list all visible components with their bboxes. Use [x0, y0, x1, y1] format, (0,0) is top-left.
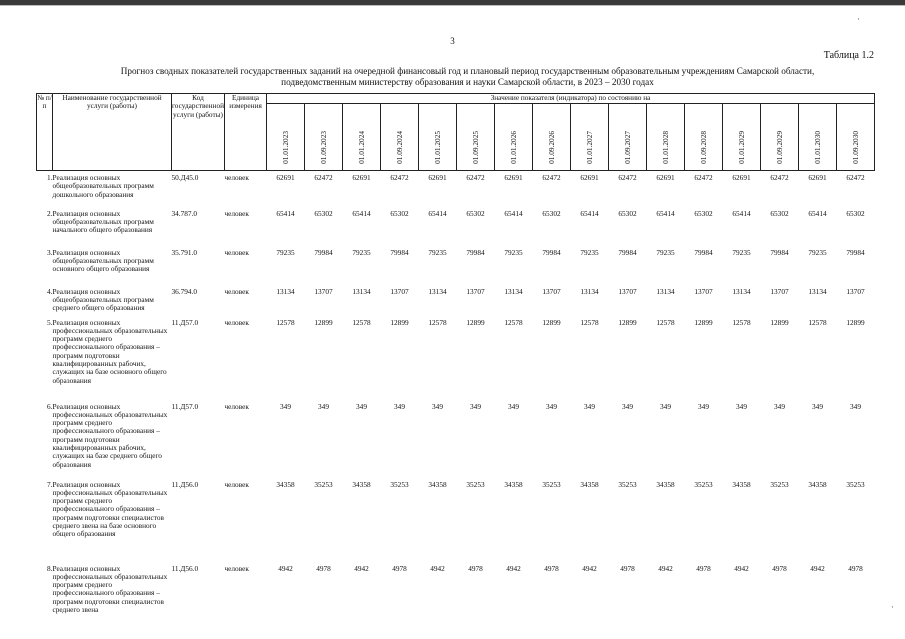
indicator-value: 65414: [580, 208, 599, 218]
indicator-value: 12578: [276, 317, 295, 327]
indicator-value: 34358: [428, 479, 447, 489]
service-name: Реализация основных профессиональных образовательных программ среднего профессионального образования – программ подготовки специалистов среднего звена: [52, 563, 168, 614]
unit-of-measure: человек: [224, 208, 249, 218]
indicator-value: 34358: [276, 479, 295, 489]
indicator-value: 62691: [352, 173, 371, 182]
unit-of-measure: человек: [224, 479, 249, 489]
header-date: [723, 104, 761, 171]
service-name: Реализация основных профессиональных образовательных программ среднего профессионального образования – программ подготовки квалифицированных рабочих, служащих на базе основного общего образования: [52, 317, 168, 385]
service-code: 11.Д57.0: [171, 317, 199, 327]
service-name: Реализация основных профессиональных образовательных программ среднего профессионального образования – программ подготовки квалифицированных рабочих, служащих на базе среднего общего образования: [52, 401, 168, 469]
row-number: 2.: [47, 208, 53, 218]
row-number: 8.: [47, 563, 53, 573]
indicator-value: 35253: [466, 479, 485, 489]
indicator-value: 79235: [580, 247, 599, 257]
indicator-value: 12578: [504, 317, 523, 327]
header-date: [419, 104, 457, 171]
indicator-value: 79984: [542, 247, 561, 257]
indicator-value: 79235: [808, 247, 827, 257]
indicator-value: 13134: [276, 286, 295, 296]
header-date-label: 01.01.2026: [508, 131, 518, 164]
unit-of-measure: человек: [224, 317, 249, 327]
header-value-group: Значение показателя (индикатора) по состоянию на: [267, 94, 875, 104]
indicator-value: 79235: [276, 247, 295, 257]
table-row: [37, 207, 875, 246]
unit-of-measure: человек: [224, 173, 249, 182]
header-date: [609, 104, 647, 171]
indicator-value: 65414: [656, 208, 675, 218]
indicator-value: 13707: [466, 286, 485, 296]
indicator-value: 34358: [808, 479, 827, 489]
header-date: [685, 104, 723, 171]
table-row: [37, 285, 875, 316]
indicator-value: 13134: [428, 286, 447, 296]
indicator-value: 4978: [696, 563, 711, 573]
indicator-table: [36, 93, 875, 620]
indicator-value: 65302: [694, 208, 713, 218]
indicator-value: 349: [698, 401, 709, 411]
header-date: [837, 104, 875, 171]
header-date-label: 01.09.2030: [850, 131, 860, 164]
indicator-value: 4942: [658, 563, 673, 573]
indicator-value: 4942: [430, 563, 445, 573]
service-name: Реализация основных общеобразовательных программ среднего общего образования: [52, 286, 154, 313]
indicator-value: 65302: [466, 208, 485, 218]
indicator-value: 4978: [392, 563, 407, 573]
scan-speck: ·: [891, 602, 894, 612]
row-number: 5.: [47, 317, 53, 327]
indicator-value: 13134: [580, 286, 599, 296]
header-date-label: 01.01.2024: [356, 131, 366, 164]
title-line-2: подведомственным министерству образования и науки Самарской области, в 2023 – 2030 годах: [281, 77, 654, 87]
service-name: Реализация основных общеобразовательных программ дошкольного образования: [52, 173, 154, 199]
indicator-value: 62691: [276, 173, 295, 182]
header-date-label: 01.09.2024: [394, 131, 404, 164]
indicator-value: 34358: [656, 479, 675, 489]
indicator-value: 34358: [504, 479, 523, 489]
indicator-value: 79984: [618, 247, 637, 257]
indicator-value: 62472: [694, 173, 713, 182]
header-date: [343, 104, 381, 171]
indicator-value: 65302: [770, 208, 789, 218]
header-date-label: 01.09.2025: [470, 131, 480, 164]
indicator-value: 12899: [390, 317, 409, 327]
indicator-value: 349: [850, 401, 861, 411]
indicator-value: 62472: [846, 173, 865, 182]
indicator-value: 13707: [390, 286, 409, 296]
table-row: [37, 562, 875, 620]
table-row: [37, 316, 875, 400]
header-date-label: 01.01.2027: [584, 131, 594, 164]
table-row: [37, 478, 875, 562]
indicator-value: 34358: [732, 479, 751, 489]
indicator-value: 349: [318, 401, 329, 411]
indicator-value: 349: [584, 401, 595, 411]
indicator-value: 34358: [580, 479, 599, 489]
scan-top-border-shadow: [0, 5, 905, 6]
indicator-value: 79984: [770, 247, 789, 257]
indicator-value: 349: [660, 401, 671, 411]
indicator-value: 35253: [694, 479, 713, 489]
indicator-value: 62472: [390, 173, 409, 182]
indicator-value: 79235: [732, 247, 751, 257]
indicator-value: 62691: [808, 173, 827, 182]
unit-of-measure: человек: [224, 286, 249, 296]
indicator-value: 4978: [544, 563, 559, 573]
indicator-value: 4978: [772, 563, 787, 573]
indicator-value: 4978: [848, 563, 863, 573]
indicator-value: 12578: [656, 317, 675, 327]
header-date: [533, 104, 571, 171]
indicator-value: 35253: [314, 479, 333, 489]
header-date: [305, 104, 343, 171]
indicator-value: 62691: [428, 173, 447, 182]
indicator-value: 65414: [808, 208, 827, 218]
indicator-value: 62691: [656, 173, 675, 182]
indicator-value: 65414: [276, 208, 295, 218]
indicator-value: 62691: [504, 173, 523, 182]
indicator-value: 4942: [734, 563, 749, 573]
indicator-value: 13134: [352, 286, 371, 296]
row-number: 7.: [47, 479, 53, 489]
indicator-value: 79984: [694, 247, 713, 257]
indicator-value: 12578: [808, 317, 827, 327]
table-title: [40, 66, 895, 88]
indicator-value: 35253: [618, 479, 637, 489]
indicator-value: 65302: [542, 208, 561, 218]
service-code: 11.Д56.0: [171, 563, 199, 573]
indicator-value: 35253: [770, 479, 789, 489]
header-date: [495, 104, 533, 171]
header-date-label: 01.01.2028: [660, 131, 670, 164]
indicator-value: 65302: [846, 208, 865, 218]
indicator-value: 62472: [770, 173, 789, 182]
indicator-value: 79984: [390, 247, 409, 257]
indicator-value: 12899: [846, 317, 865, 327]
table-row: [37, 400, 875, 478]
unit-of-measure: человек: [224, 401, 249, 411]
header-unit: Единица измерения: [225, 94, 267, 171]
indicator-value: 65414: [504, 208, 523, 218]
header-date-label: 01.01.2029: [736, 131, 746, 164]
row-number: 1.: [47, 173, 53, 182]
indicator-value: 13707: [542, 286, 561, 296]
indicator-value: 13707: [314, 286, 333, 296]
indicator-value: 12899: [770, 317, 789, 327]
indicator-value: 4978: [620, 563, 635, 573]
header-date: [457, 104, 495, 171]
indicator-value: 4942: [278, 563, 293, 573]
header-date-label: 01.09.2026: [546, 131, 556, 164]
indicator-value: 13707: [694, 286, 713, 296]
service-code: 11.Д57.0: [171, 401, 199, 411]
unit-of-measure: человек: [224, 247, 249, 257]
indicator-value: 4942: [810, 563, 825, 573]
table-row: [37, 246, 875, 285]
header-date-label: 01.09.2027: [622, 131, 632, 164]
service-name: Реализация основных общеобразовательных программ начального общего образования: [52, 208, 154, 235]
indicator-value: 79984: [466, 247, 485, 257]
header-date: [761, 104, 799, 171]
header-date-label: 01.09.2029: [774, 131, 784, 164]
indicator-value: 349: [546, 401, 557, 411]
indicator-value: 4942: [506, 563, 521, 573]
table-row: [37, 171, 875, 207]
indicator-value: 62691: [580, 173, 599, 182]
unit-of-measure: человек: [224, 563, 249, 573]
indicator-value: 35253: [542, 479, 561, 489]
header-date: [267, 104, 305, 171]
title-line-1: Прогноз сводных показателей государственных заданий на очередной финансовый год и плановый период государственным образовательным учреждениям Самарской области,: [120, 66, 815, 76]
indicator-value: 79984: [846, 247, 865, 257]
row-number: 6.: [47, 401, 53, 411]
indicator-value: 79235: [504, 247, 523, 257]
indicator-value: 12578: [352, 317, 371, 327]
indicator-value: 12578: [732, 317, 751, 327]
header-date-label: 01.09.2023: [318, 131, 328, 164]
row-number: 4.: [47, 286, 53, 296]
indicator-value: 34358: [352, 479, 371, 489]
indicator-value: 65414: [428, 208, 447, 218]
indicator-value: 349: [394, 401, 405, 411]
indicator-value: 79235: [352, 247, 371, 257]
table-number: Таблица 1.2: [823, 50, 874, 61]
indicator-value: 12899: [618, 317, 637, 327]
indicator-value: 12578: [580, 317, 599, 327]
indicator-value: 12899: [466, 317, 485, 327]
service-code: 50.Д45.0: [171, 173, 199, 182]
header-date-label: 01.01.2023: [280, 131, 290, 164]
indicator-value: 65302: [314, 208, 333, 218]
indicator-value: 79235: [656, 247, 675, 257]
indicator-value: 35253: [846, 479, 865, 489]
indicator-value: 65414: [352, 208, 371, 218]
header-name: Наименование государственной услуги (работы): [53, 94, 172, 171]
indicator-value: 13134: [808, 286, 827, 296]
header-date-label: 01.09.2028: [698, 131, 708, 164]
indicator-value: 62472: [466, 173, 485, 182]
indicator-value: 349: [774, 401, 785, 411]
indicator-value: 349: [470, 401, 481, 411]
indicator-value: 349: [736, 401, 747, 411]
service-name: Реализация основных профессиональных образовательных программ среднего профессионального образования – программ подготовки специалистов среднего звена на базе основного общего образования: [52, 479, 168, 539]
header-code: Код государственной услуги (работы): [172, 94, 225, 171]
service-code: 11.Д56.0: [171, 479, 199, 489]
indicator-value: 79235: [428, 247, 447, 257]
indicator-value: 79984: [314, 247, 333, 257]
header-no: № п/п: [37, 94, 53, 171]
indicator-value: 65302: [618, 208, 637, 218]
header-date: [799, 104, 837, 171]
page-number: 3: [450, 36, 455, 46]
indicator-value: 12899: [694, 317, 713, 327]
indicator-value: 349: [356, 401, 367, 411]
indicator-value: 12578: [428, 317, 447, 327]
indicator-value: 13134: [732, 286, 751, 296]
indicator-value: 65302: [390, 208, 409, 218]
indicator-value: 4978: [468, 563, 483, 573]
indicator-value: 13134: [656, 286, 675, 296]
indicator-value: 13707: [618, 286, 637, 296]
indicator-value: 35253: [390, 479, 409, 489]
indicator-value: 65414: [732, 208, 751, 218]
indicator-value: 349: [622, 401, 633, 411]
indicator-value: 349: [280, 401, 291, 411]
indicator-value: 12899: [314, 317, 333, 327]
header-date: [647, 104, 685, 171]
header-date: [571, 104, 609, 171]
header-date-label: 01.01.2025: [432, 131, 442, 164]
indicator-value: 4942: [582, 563, 597, 573]
service-code: 35.791.0: [171, 247, 198, 257]
service-name: Реализация основных общеобразовательных программ основного общего образования: [52, 247, 154, 274]
indicator-value: 349: [508, 401, 519, 411]
row-number: 3.: [47, 247, 53, 257]
service-code: 34.787.0: [171, 208, 198, 218]
indicator-value: 4978: [316, 563, 331, 573]
indicator-value: 13134: [504, 286, 523, 296]
indicator-value: 62691: [732, 173, 751, 182]
indicator-value: 62472: [314, 173, 333, 182]
indicator-value: 13707: [846, 286, 865, 296]
service-code: 36.794.0: [171, 286, 198, 296]
indicator-value: 62472: [542, 173, 561, 182]
indicator-value: 349: [812, 401, 823, 411]
scan-speck: ·: [857, 14, 860, 24]
indicator-value: 4942: [354, 563, 369, 573]
header-date-label: 01.01.2030: [812, 131, 822, 164]
indicator-value: 13707: [770, 286, 789, 296]
indicator-value: 62472: [618, 173, 637, 182]
indicator-value: 349: [432, 401, 443, 411]
indicator-value: 12899: [542, 317, 561, 327]
header-date: [381, 104, 419, 171]
